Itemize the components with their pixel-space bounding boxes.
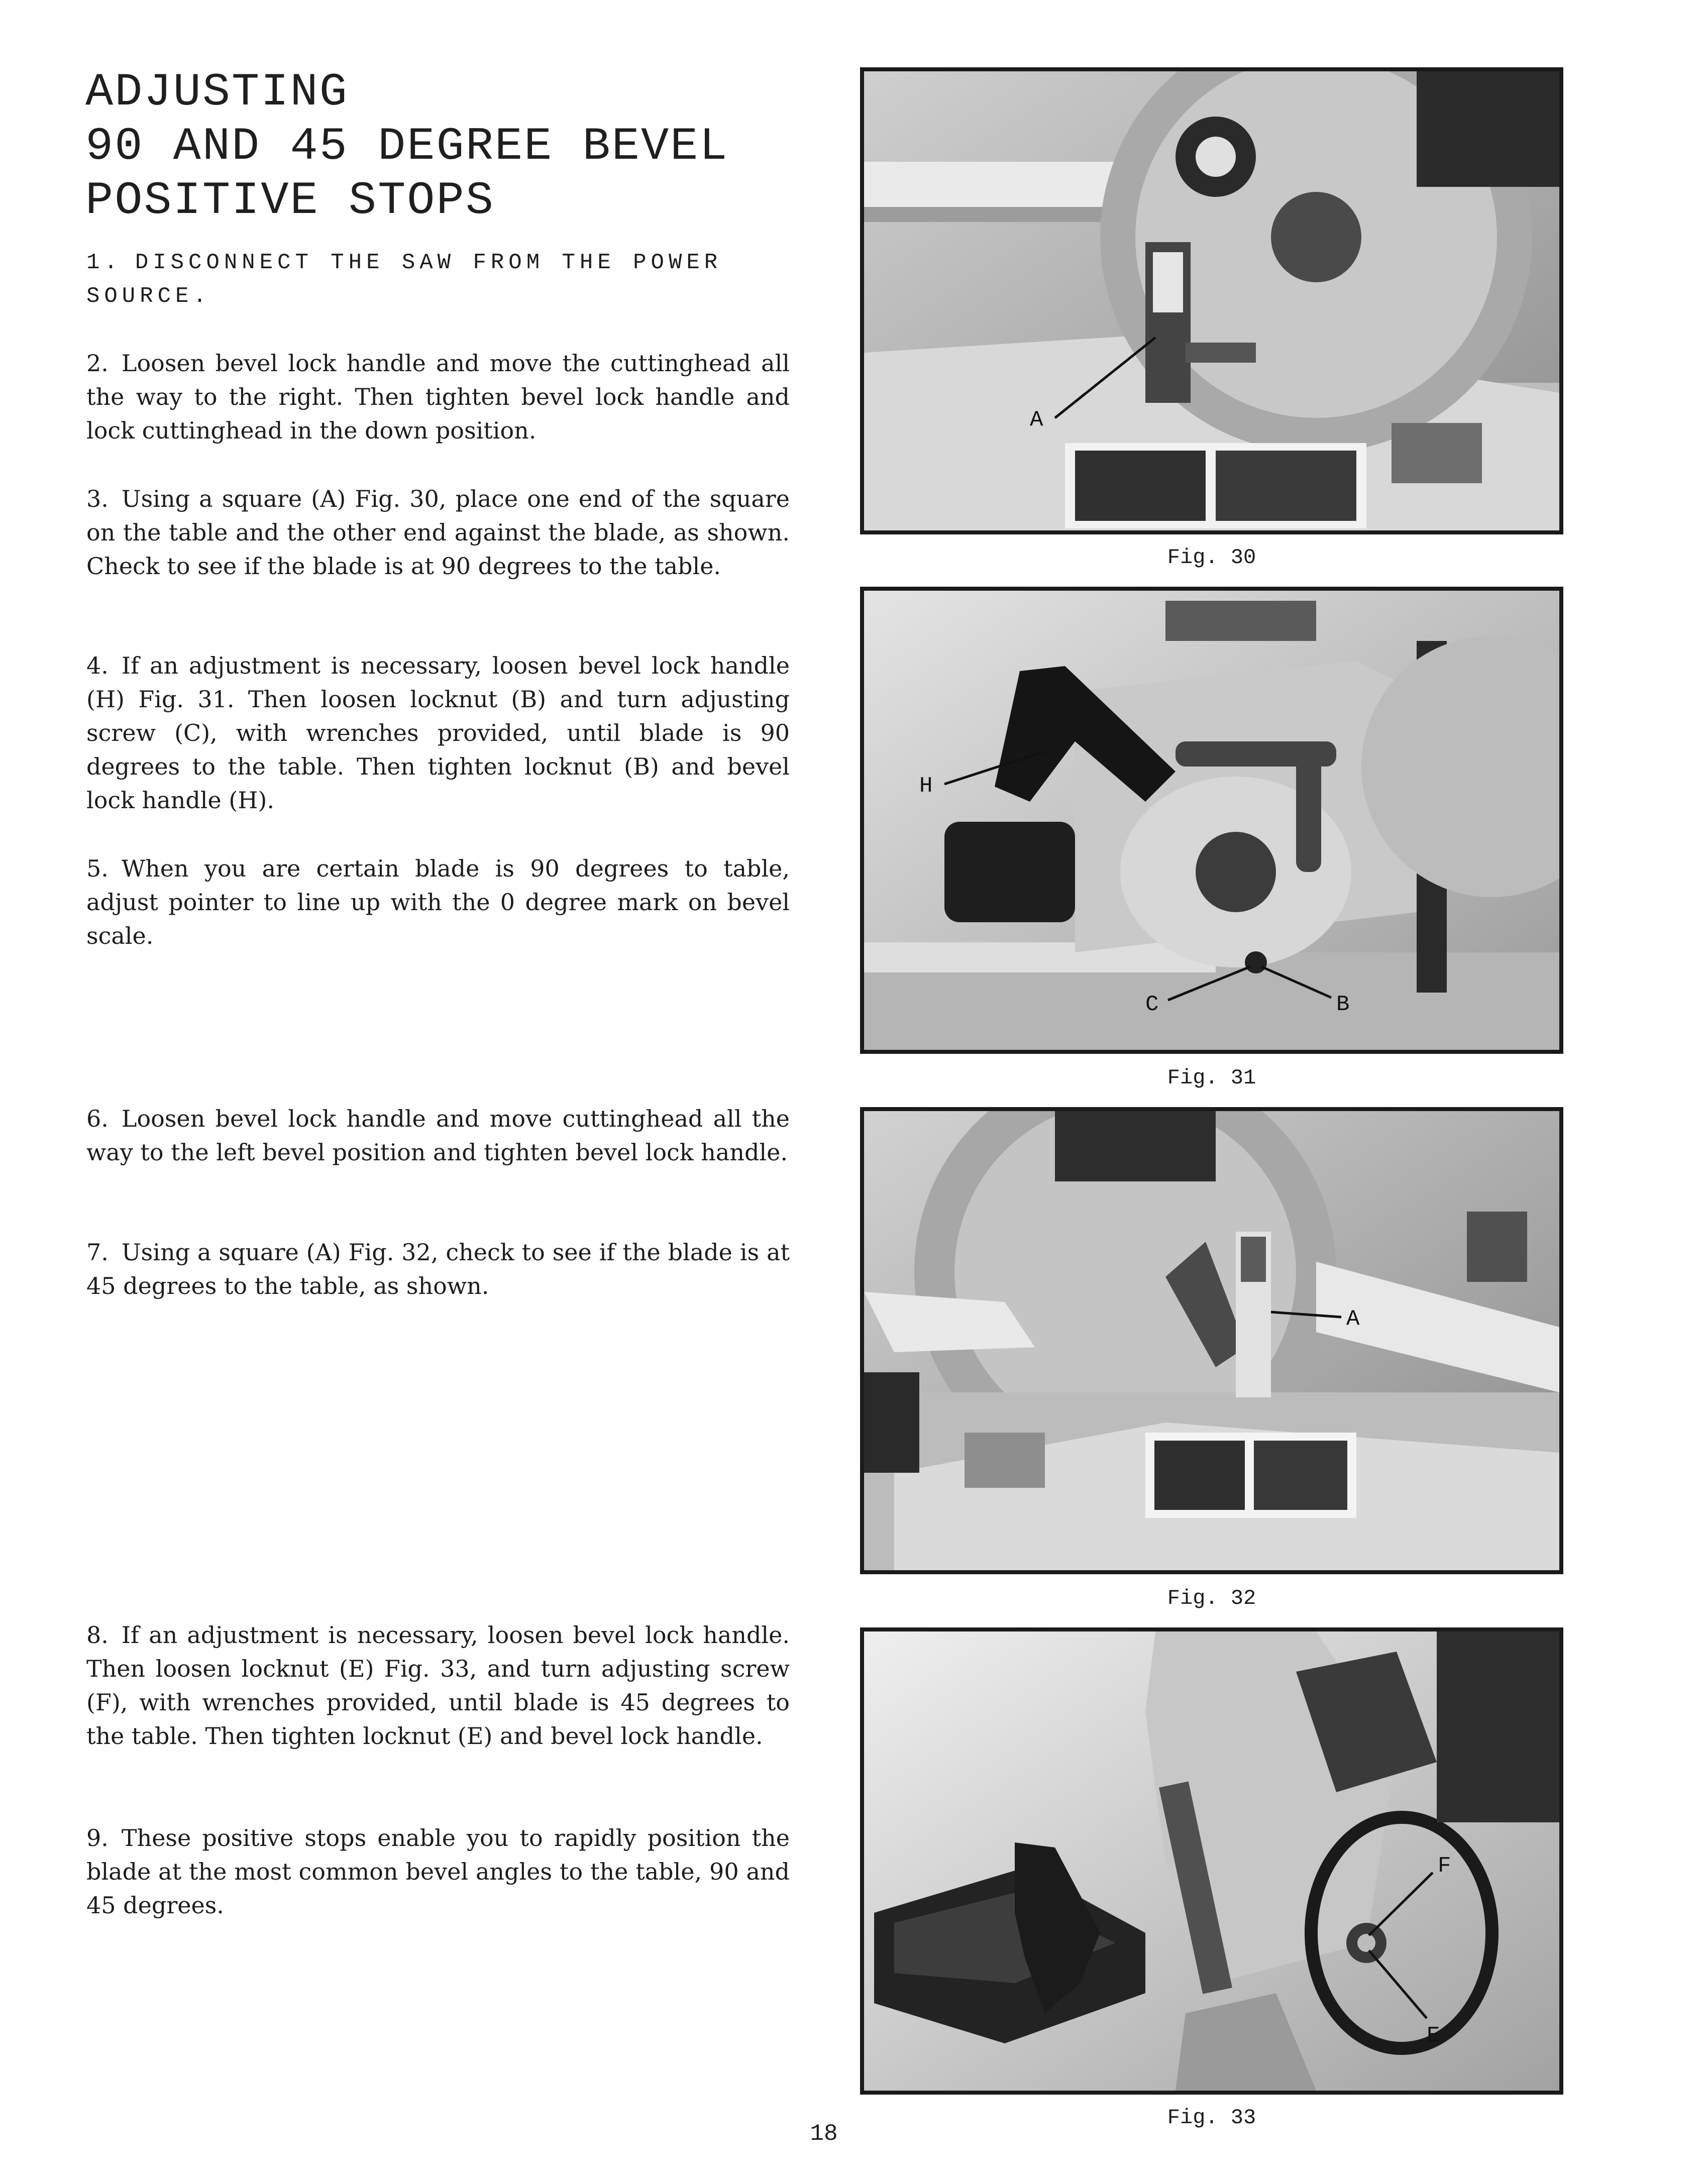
step-number: 4. (86, 652, 109, 679)
fig30-label-a: A (1030, 407, 1043, 432)
step-number: 9. (86, 1824, 109, 1851)
step-number: 3. (86, 485, 109, 512)
step-number: 7. (86, 1239, 109, 1266)
title-line-2: 90 AND 45 DEGREE BEVEL (85, 120, 729, 173)
step-number: 8. (86, 1621, 109, 1649)
step-text: When you are certain blade is 90 degrees to table, adjust pointer to line up with the 0 degree mark on bevel scale. (86, 855, 790, 949)
figure-32-photo (860, 1107, 1563, 1574)
step-number: 5. (86, 855, 109, 882)
page-number: 18 (810, 2121, 838, 2147)
figure-32-caption: Fig. 32 (1167, 1586, 1256, 1610)
figure-31-caption: Fig. 31 (1167, 1066, 1256, 1090)
fig31-label-c: C (1145, 992, 1159, 1017)
step-text: DISCONNECT THE SAW FROM THE POWER SOURCE. (86, 250, 722, 309)
step-text: If an adjustment is necessary, loosen bevel lock handle. Then loosen locknut (E) Fig. 33, and turn adjusting screw (F), with wrenches provided, until blade is 45 degrees to the table. Then tighten locknut (E) and bevel lock handle. (86, 1621, 790, 1750)
step-text: Using a square (A) Fig. 30, place one end of the square on the table and the other end against the blade, as shown. Check to see if the blade is at 90 degrees to the table. (86, 485, 790, 580)
step-9 (86, 1821, 790, 1922)
step-text: If an adjustment is necessary, loosen bevel lock handle (H) Fig. 31. Then loosen locknut (B) and turn adjusting screw (C), with wrenches provided, until blade is 90 degrees to the table. Then tighten locknut (B) and bevel lock handle (H). (86, 652, 790, 814)
figure-31-photo (860, 587, 1563, 1054)
title-line-1: ADJUSTING (85, 66, 349, 119)
fig31-label-b: B (1336, 992, 1350, 1017)
figure-30-caption: Fig. 30 (1167, 546, 1256, 570)
step-text: Loosen bevel lock handle and move cuttinghead all the way to the left bevel position and tighten bevel lock handle. (86, 1105, 790, 1166)
step-number: 2. (86, 350, 109, 377)
step-7 (86, 1236, 790, 1303)
step-text: Loosen bevel lock handle and move the cuttinghead all the way to the right. Then tighten bevel lock handle and lock cuttinghead in the down position. (86, 350, 790, 444)
fig33-label-e: E (1427, 2023, 1440, 2048)
step-text: These positive stops enable you to rapidly position the blade at the most common bevel angles to the table, 90 and 45 degrees. (86, 1824, 790, 1919)
step-number: 6. (86, 1105, 109, 1132)
step-3 (86, 482, 790, 583)
step-2 (86, 347, 790, 448)
step-text: Using a square (A) Fig. 32, check to see if the blade is at 45 degrees to the table, as shown. (86, 1239, 790, 1299)
step-1 (86, 246, 790, 313)
title-line-3: POSITIVE STOPS (85, 174, 495, 227)
step-8 (86, 1618, 790, 1753)
fig31-label-h: H (919, 774, 933, 799)
step-number: 1. (86, 250, 122, 275)
step-4 (86, 649, 790, 817)
figure-30-photo (860, 67, 1563, 534)
step-5 (86, 852, 790, 953)
step-6 (86, 1102, 790, 1169)
page-title (85, 65, 839, 228)
figure-33-caption: Fig. 33 (1167, 2106, 1256, 2130)
figure-33-photo (860, 1627, 1563, 2095)
fig32-label-a: A (1346, 1306, 1360, 1332)
fig33-label-f: F (1438, 1854, 1451, 1879)
